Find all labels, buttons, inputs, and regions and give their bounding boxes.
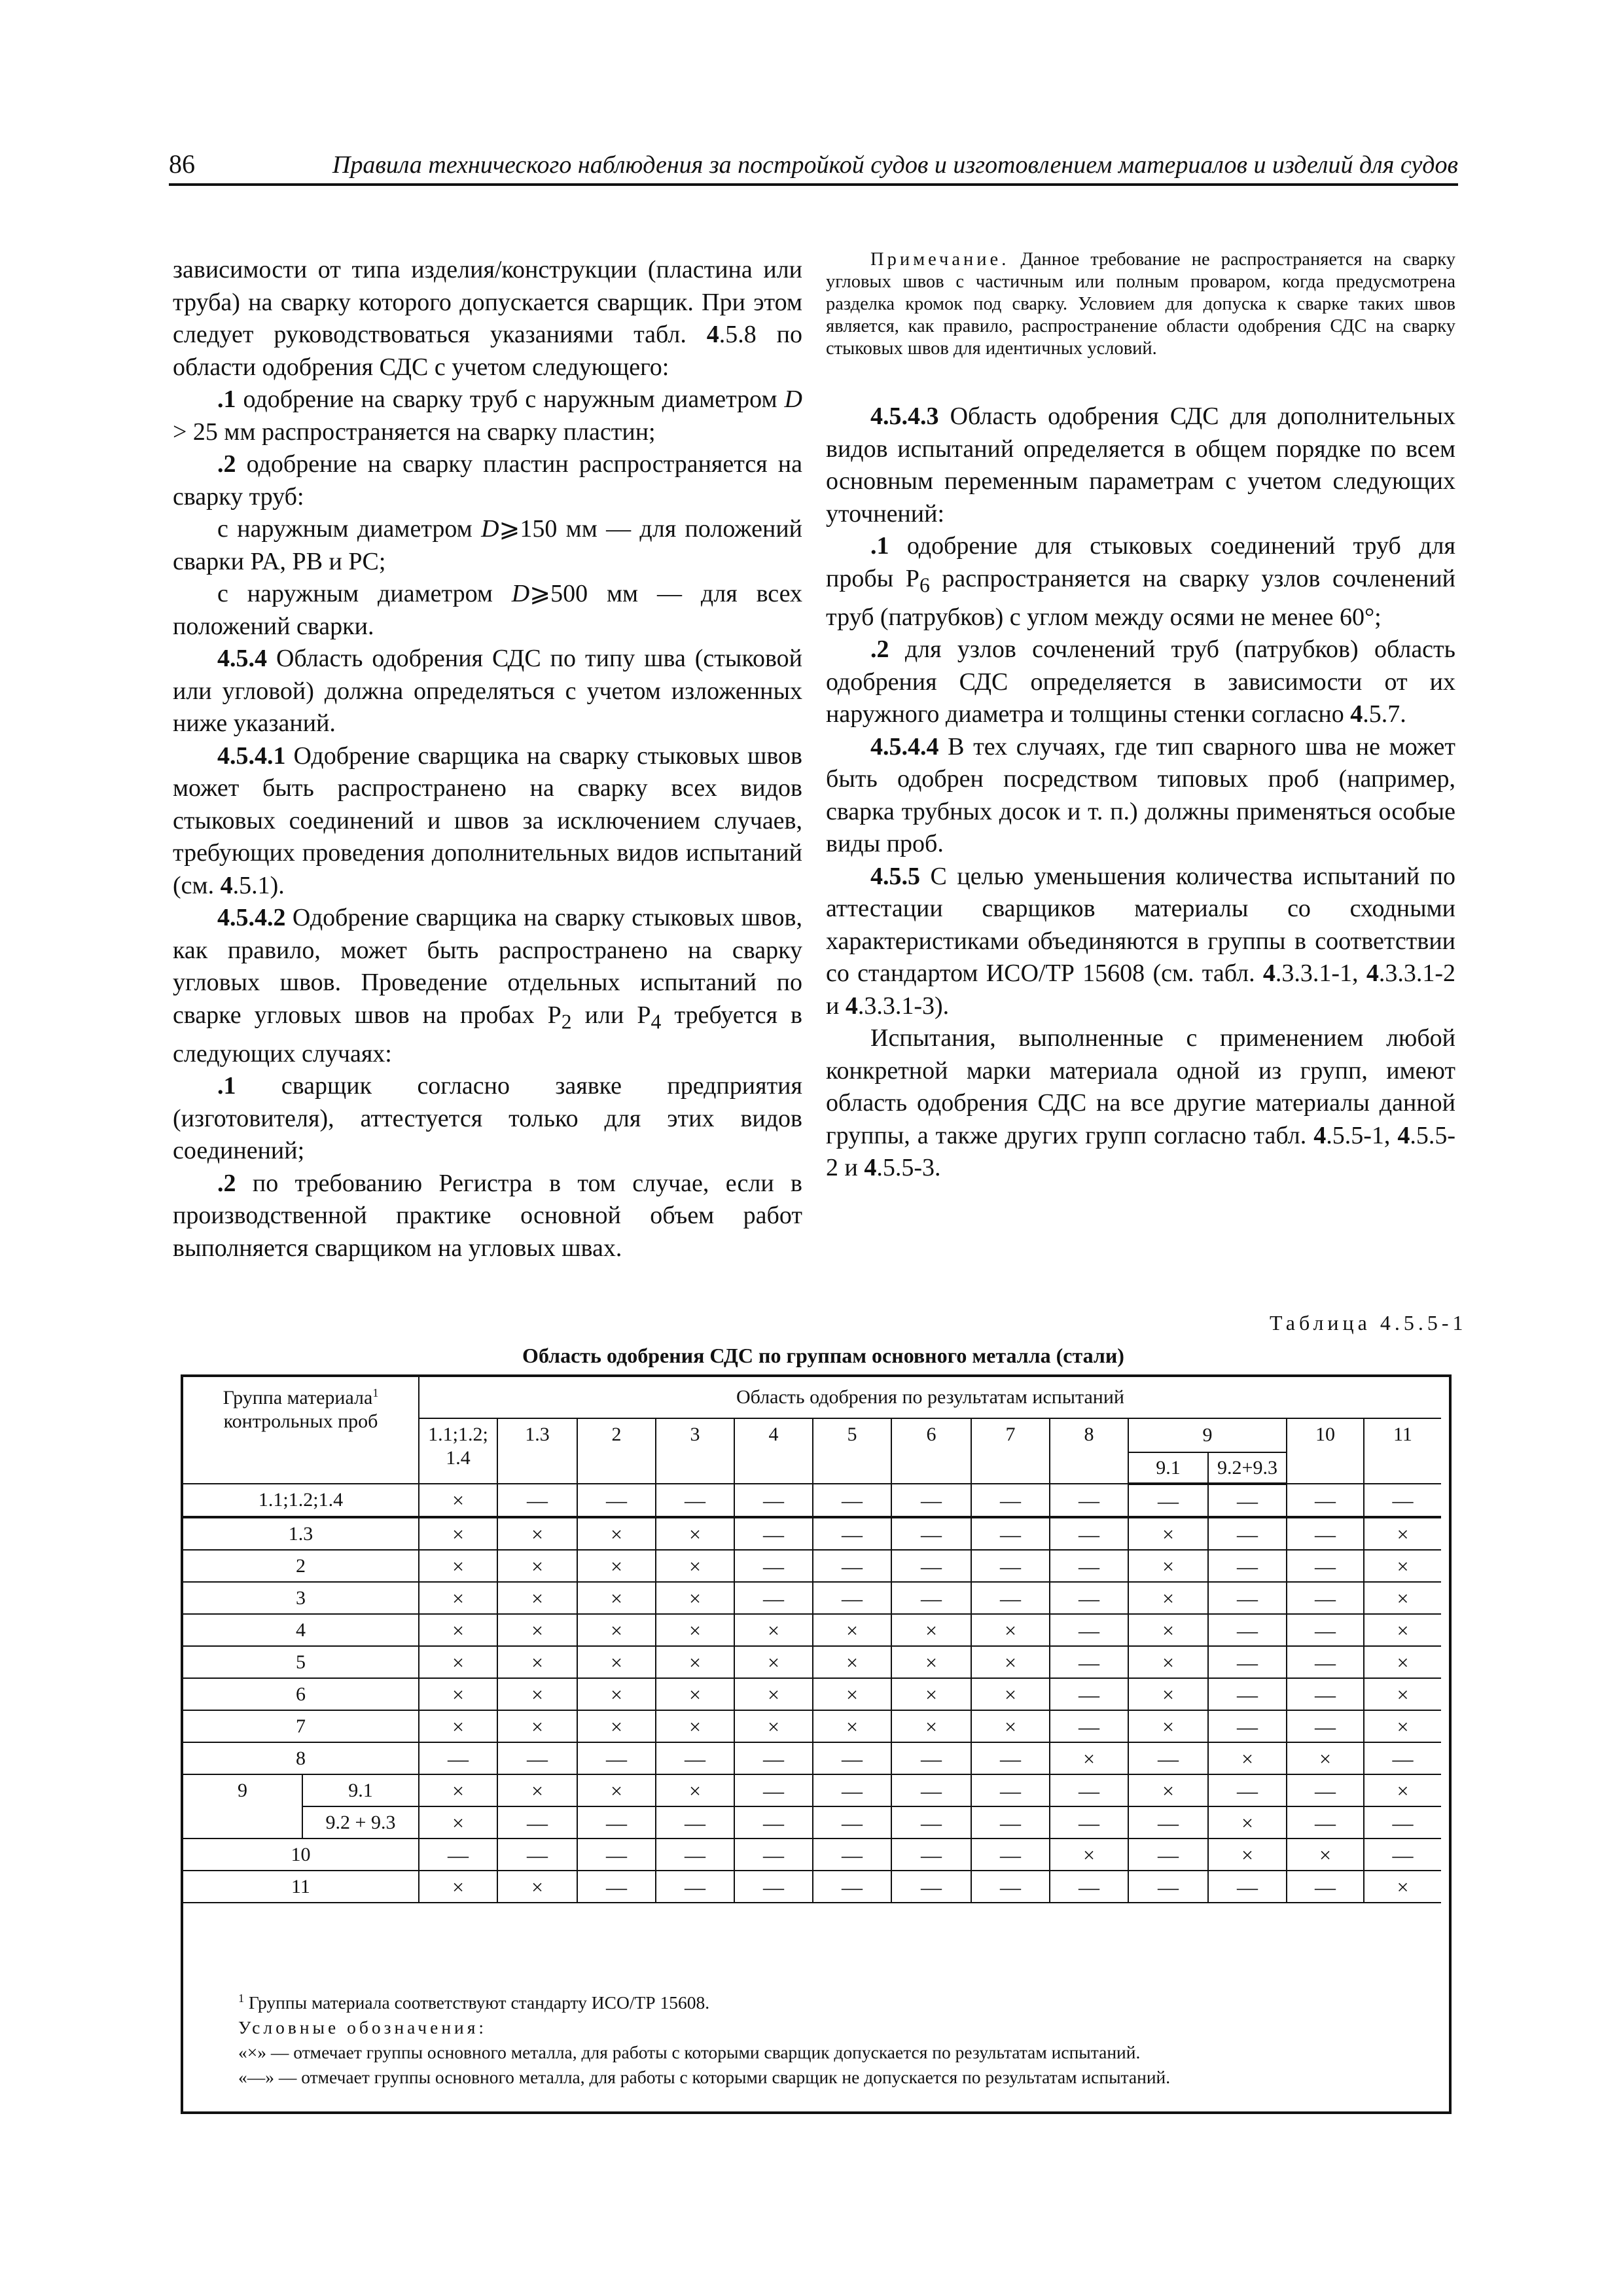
table-cell: × bbox=[497, 1678, 577, 1710]
table-cell: — bbox=[734, 1742, 813, 1774]
table-cell: — bbox=[1287, 1774, 1364, 1806]
table-cell: × bbox=[1208, 1839, 1287, 1871]
table-row bbox=[183, 1614, 1441, 1646]
table-cell: — bbox=[1208, 1614, 1287, 1646]
column-header: 3 bbox=[656, 1418, 734, 1484]
table-cell: × bbox=[971, 1678, 1050, 1710]
table-cell: — bbox=[1287, 1582, 1364, 1614]
table-cell: × bbox=[419, 1678, 497, 1710]
table-cell: × bbox=[577, 1710, 656, 1742]
column-header: 1.3 bbox=[497, 1418, 577, 1484]
section-4-5-4-2: 4.5.4.2 Одобрение сварщика на сварку стыковых швов, как правило, может быть распространено на сварку угловых швов. Проведение отдельных испытаний по сварке угловых швов на пробах $P_2$ или $P_4$ требуется в следующих случаях: bbox=[173, 904, 802, 1067]
table-cell: × bbox=[971, 1646, 1050, 1678]
approval-table bbox=[181, 1374, 1452, 2114]
table-cell: × bbox=[419, 1871, 497, 1903]
table-cell: × bbox=[1364, 1550, 1441, 1582]
table-row bbox=[183, 1484, 1441, 1517]
legend-dash: «—» — отмечает группы основного металла, для работы с которыми сварщик не допускается по результатам испытаний. bbox=[238, 2067, 1171, 2088]
legend-x: «×» — отмечает группы основного металла, для работы с которыми сварщик допускается по результатам испытаний. bbox=[238, 2042, 1141, 2063]
table-cell: — bbox=[1050, 1710, 1128, 1742]
table-cell: — bbox=[813, 1484, 891, 1517]
table-cell: × bbox=[656, 1678, 734, 1710]
table-cell: — bbox=[813, 1871, 891, 1903]
table-cell: × bbox=[1364, 1582, 1441, 1614]
table-cell: × bbox=[577, 1550, 656, 1582]
table-cell: — bbox=[813, 1550, 891, 1582]
table-cell: × bbox=[577, 1646, 656, 1678]
table-cell: × bbox=[577, 1517, 656, 1550]
table-header-row bbox=[183, 1377, 1441, 1418]
table-cell: — bbox=[577, 1871, 656, 1903]
table-cell: — bbox=[1050, 1517, 1128, 1550]
table-cell: — bbox=[971, 1484, 1050, 1517]
column-subheader: 9.1 bbox=[1128, 1452, 1208, 1484]
row-label: 9.1 bbox=[302, 1774, 419, 1806]
table-cell: — bbox=[1050, 1646, 1128, 1678]
table-cell: — bbox=[497, 1806, 577, 1839]
table-cell: × bbox=[497, 1614, 577, 1646]
column-subheader: 9.2+9.3 bbox=[1208, 1452, 1287, 1484]
table-cell: × bbox=[1208, 1742, 1287, 1774]
row-label: 1.1;1.2;1.4 bbox=[183, 1484, 419, 1517]
table-cell: — bbox=[1287, 1614, 1364, 1646]
list-item: .1 сварщик согласно заявке предприятия (изготовителя), аттестуется только для этих видов соединений; bbox=[173, 1072, 802, 1165]
table-cell: × bbox=[1128, 1517, 1208, 1550]
table-cell: — bbox=[1050, 1550, 1128, 1582]
table-cell: × bbox=[1208, 1806, 1287, 1839]
table-cell: — bbox=[1208, 1517, 1287, 1550]
table-cell: — bbox=[656, 1839, 734, 1871]
table-cell: — bbox=[891, 1582, 971, 1614]
column-header: 11 bbox=[1364, 1418, 1441, 1484]
table-cell: — bbox=[1208, 1484, 1287, 1517]
table-cell: × bbox=[577, 1678, 656, 1710]
table-cell: — bbox=[656, 1742, 734, 1774]
table-cell: — bbox=[1287, 1806, 1364, 1839]
table-cell: × bbox=[734, 1710, 813, 1742]
table-cell: — bbox=[1208, 1871, 1287, 1903]
column-header: 10 bbox=[1287, 1418, 1364, 1484]
table-cell: × bbox=[1128, 1678, 1208, 1710]
table-cell: — bbox=[1128, 1839, 1208, 1871]
table-cell: — bbox=[419, 1839, 497, 1871]
table-title: Область одобрения СДС по группам основного металла (стали) bbox=[522, 1344, 1124, 1367]
table-cell: × bbox=[1364, 1517, 1441, 1550]
table-cell: — bbox=[1287, 1678, 1364, 1710]
table-cell: × bbox=[419, 1517, 497, 1550]
table-cell: × bbox=[813, 1614, 891, 1646]
table-cell: × bbox=[656, 1582, 734, 1614]
table-cell: — bbox=[1050, 1871, 1128, 1903]
table-cell: — bbox=[1050, 1614, 1128, 1646]
table-cell: — bbox=[1287, 1646, 1364, 1678]
page-header bbox=[169, 145, 1458, 186]
table-cell: — bbox=[577, 1742, 656, 1774]
table-cell: — bbox=[971, 1742, 1050, 1774]
table-cell: — bbox=[1128, 1871, 1208, 1903]
table-caption: Таблица 4.5.5-1 bbox=[1270, 1311, 1467, 1335]
table-cell: — bbox=[891, 1871, 971, 1903]
table-row bbox=[183, 1839, 1441, 1871]
row-label: 3 bbox=[183, 1582, 419, 1614]
table-cell: — bbox=[734, 1517, 813, 1550]
table-cell: — bbox=[577, 1806, 656, 1839]
list-item: с наружным диаметром D⩾500 мм — для всех положений сварки. bbox=[173, 580, 802, 640]
table-cell: — bbox=[813, 1742, 891, 1774]
table-cell: — bbox=[1050, 1582, 1128, 1614]
table-cell: × bbox=[1050, 1742, 1128, 1774]
table-cell: — bbox=[1287, 1517, 1364, 1550]
table-row bbox=[183, 1710, 1441, 1742]
list-item: .2 по требованию Регистра в том случае, если в производственной практике основной объем работ выполняется сварщиком на угловых швах. bbox=[173, 1169, 802, 1262]
header-approval-scope: Область одобрения по результатам испытаний bbox=[419, 1377, 1441, 1418]
list-item: .2 для узлов сочленений труб (патрубков) область одобрения СДС определяется в зависимости от их наружного диаметра и толщины стенки согласно 4.5.7. bbox=[826, 636, 1455, 728]
table-cell: — bbox=[971, 1517, 1050, 1550]
table-cell: × bbox=[497, 1871, 577, 1903]
table-cell: — bbox=[734, 1550, 813, 1582]
table-cell: × bbox=[891, 1646, 971, 1678]
table-cell: × bbox=[1364, 1710, 1441, 1742]
table-cell: — bbox=[891, 1742, 971, 1774]
table-cell: — bbox=[971, 1806, 1050, 1839]
table-cell: — bbox=[891, 1806, 971, 1839]
table-cell: × bbox=[1128, 1550, 1208, 1582]
table-cell: — bbox=[734, 1839, 813, 1871]
row-label: 9.2 + 9.3 bbox=[302, 1806, 419, 1839]
right-column bbox=[826, 249, 1455, 1185]
table-cell: × bbox=[497, 1550, 577, 1582]
table-cell: × bbox=[497, 1582, 577, 1614]
table-row bbox=[183, 1742, 1441, 1774]
table-cell: × bbox=[1128, 1710, 1208, 1742]
legend-title: Условные обозначения: bbox=[238, 2017, 488, 2038]
row-label: 6 bbox=[183, 1678, 419, 1710]
table-row bbox=[183, 1646, 1441, 1678]
running-title: Правила технического наблюдения за постройкой судов и изготовлением материалов и изделий для судов bbox=[332, 151, 1458, 179]
table-cell: — bbox=[656, 1806, 734, 1839]
table-cell: — bbox=[1364, 1484, 1441, 1517]
table-cell: — bbox=[497, 1839, 577, 1871]
row-label: 7 bbox=[183, 1710, 419, 1742]
page-number: 86 bbox=[169, 149, 195, 179]
table-cell: — bbox=[1208, 1678, 1287, 1710]
section-4-5-4: 4.5.4 Область одобрения СДС по типу шва (стыковой или угловой) должна определяться с учетом изложенных ниже указаний. bbox=[173, 645, 802, 737]
table-cell: — bbox=[891, 1517, 971, 1550]
column-header: 1.1;1.2; 1.4 bbox=[419, 1418, 497, 1484]
table-cell: — bbox=[1050, 1484, 1128, 1517]
table-cell: — bbox=[971, 1774, 1050, 1806]
table-cell: — bbox=[1287, 1710, 1364, 1742]
table-cell: — bbox=[734, 1774, 813, 1806]
table-row bbox=[183, 1582, 1441, 1614]
table-cell: × bbox=[419, 1774, 497, 1806]
table-cell: × bbox=[891, 1710, 971, 1742]
table-cell: × bbox=[1364, 1871, 1441, 1903]
table-cell: — bbox=[1128, 1742, 1208, 1774]
table-cell: × bbox=[813, 1710, 891, 1742]
table-cell: — bbox=[497, 1742, 577, 1774]
table-row bbox=[183, 1678, 1441, 1710]
table-cell: × bbox=[891, 1678, 971, 1710]
table-cell: × bbox=[971, 1614, 1050, 1646]
column-header: 7 bbox=[971, 1418, 1050, 1484]
table-row bbox=[183, 1774, 1441, 1806]
table-cell: — bbox=[1208, 1710, 1287, 1742]
table-cell: — bbox=[971, 1871, 1050, 1903]
table-cell: — bbox=[656, 1484, 734, 1517]
table-cell: × bbox=[419, 1614, 497, 1646]
table-cell: × bbox=[1364, 1774, 1441, 1806]
table-cell: × bbox=[734, 1646, 813, 1678]
table-cell: — bbox=[656, 1871, 734, 1903]
paragraph: Испытания, выполненные с применением любой конкретной марки материала одной из групп, имеют область одобрения СДС на все другие материалы данной группы, а также других групп согласно табл. 4.5.5-1, 4.5.5-2 и 4.5.5-3. bbox=[826, 1024, 1456, 1182]
table-cell: × bbox=[1287, 1742, 1364, 1774]
row-group-label: 9 bbox=[183, 1774, 302, 1839]
left-column bbox=[173, 254, 802, 1265]
table-cell: × bbox=[1128, 1614, 1208, 1646]
header-material-group: Группа материала$^1$ контрольных проб bbox=[183, 1377, 419, 1484]
table-cell: — bbox=[1208, 1646, 1287, 1678]
table-cell: — bbox=[1128, 1806, 1208, 1839]
list-item: с наружным диаметром D⩾150 мм — для положений сварки PA, PB и PC; bbox=[173, 515, 802, 575]
table-cell: — bbox=[497, 1484, 577, 1517]
table-cell: — bbox=[1364, 1742, 1441, 1774]
table-cell: × bbox=[656, 1550, 734, 1582]
row-label: 1.3 bbox=[183, 1517, 419, 1550]
table-cell: — bbox=[813, 1774, 891, 1806]
column-header: 6 bbox=[891, 1418, 971, 1484]
table-row bbox=[183, 1806, 1441, 1839]
table-cell: — bbox=[813, 1517, 891, 1550]
table-cell: — bbox=[734, 1582, 813, 1614]
table-cell: — bbox=[891, 1484, 971, 1517]
table-cell: × bbox=[419, 1484, 497, 1517]
column-header: 4 bbox=[734, 1418, 813, 1484]
column-header: 9 bbox=[1128, 1418, 1287, 1452]
table-cell: × bbox=[419, 1710, 497, 1742]
table-row bbox=[183, 1517, 1441, 1550]
table-cell: × bbox=[971, 1710, 1050, 1742]
section-4-5-4-3: 4.5.4.3 Область одобрения СДС для дополнительных видов испытаний определяется в общем порядке по всем основным переменным параметрам с учетом следующих уточнений: bbox=[826, 403, 1455, 528]
table-cell: × bbox=[891, 1614, 971, 1646]
table-cell: × bbox=[497, 1646, 577, 1678]
table-cell: — bbox=[971, 1582, 1050, 1614]
table-cell: — bbox=[1208, 1582, 1287, 1614]
table-cell: — bbox=[1287, 1871, 1364, 1903]
row-label: 8 bbox=[183, 1742, 419, 1774]
row-label: 5 bbox=[183, 1646, 419, 1678]
table-cell: × bbox=[813, 1646, 891, 1678]
table-cell: × bbox=[1128, 1774, 1208, 1806]
section-4-5-4-4: 4.5.4.4 В тех случаях, где тип сварного шва не может быть одобрен посредством типовых проб (например, сварка трубных досок и т. п.) должны применяться особые виды проб. bbox=[826, 732, 1455, 858]
table-cell: × bbox=[656, 1517, 734, 1550]
table-cell: — bbox=[734, 1871, 813, 1903]
table-cell: × bbox=[1364, 1646, 1441, 1678]
table-cell: — bbox=[891, 1774, 971, 1806]
table-cell: × bbox=[813, 1678, 891, 1710]
table-cell: × bbox=[497, 1774, 577, 1806]
table-cell: × bbox=[577, 1774, 656, 1806]
table-cell: × bbox=[734, 1614, 813, 1646]
table-cell: × bbox=[497, 1517, 577, 1550]
paragraph: зависимости от типа изделия/конструкции (пластина или труба) на сварку которого допускается сварщик. При этом следует руководствоваться указаниями табл. 4.5.8 по области одобрения СДС с учетом следующего: bbox=[173, 256, 802, 381]
table-cell: — bbox=[891, 1550, 971, 1582]
table-cell: — bbox=[734, 1806, 813, 1839]
table-cell: × bbox=[497, 1710, 577, 1742]
table-cell: — bbox=[577, 1839, 656, 1871]
table-cell: × bbox=[656, 1614, 734, 1646]
list-item: .1 одобрение на сварку труб с наружным диаметром D > 25 мм распространяется на сварку пластин; bbox=[173, 386, 802, 446]
note: Примечание. Данное требование не распространяется на сварку угловых швов с частичным или полным проваром, когда предусмотрена разделка кромок под сварку. Условием для допуска к сварке таких швов является, как правило, распространение области одобрения СДС на сварку стыковых швов для идентичных условий. bbox=[826, 249, 1455, 359]
list-item: .2 одобрение на сварку пластин распространяется на сварку труб: bbox=[173, 450, 802, 511]
table-cell: — bbox=[971, 1550, 1050, 1582]
table-cell: × bbox=[419, 1550, 497, 1582]
table-cell: — bbox=[1050, 1774, 1128, 1806]
table-cell: — bbox=[813, 1839, 891, 1871]
table-footnotes bbox=[238, 1986, 1436, 2090]
section-4-5-5: 4.5.5 С целью уменьшения количества испытаний по аттестации сварщиков материалы со сходными характеристиками объединяются в группы в соответствии со стандартом ИСО/ТР 15608 (см. табл. 4.3.3.1-1, 4.3.3.1-2 и 4.3.3.1-3). bbox=[826, 862, 1455, 1020]
table-cell: × bbox=[577, 1582, 656, 1614]
column-header: 2 bbox=[577, 1418, 656, 1484]
table-cell: × bbox=[1128, 1582, 1208, 1614]
table-cell: × bbox=[1128, 1646, 1208, 1678]
table-cell: — bbox=[971, 1839, 1050, 1871]
table-cell: × bbox=[419, 1646, 497, 1678]
table-cell: — bbox=[1050, 1806, 1128, 1839]
table-cell: — bbox=[734, 1484, 813, 1517]
table-cell: × bbox=[1287, 1839, 1364, 1871]
table-cell: × bbox=[1364, 1678, 1441, 1710]
table-row bbox=[183, 1550, 1441, 1582]
table-cell: × bbox=[1364, 1614, 1441, 1646]
table-cell: × bbox=[419, 1806, 497, 1839]
table-cell: — bbox=[891, 1839, 971, 1871]
table-row bbox=[183, 1871, 1441, 1903]
table-cell: — bbox=[1050, 1678, 1128, 1710]
approval-grid bbox=[183, 1377, 1441, 1903]
table-cell: — bbox=[1364, 1839, 1441, 1871]
table-cell: × bbox=[419, 1582, 497, 1614]
table-cell: — bbox=[419, 1742, 497, 1774]
row-label: 11 bbox=[183, 1871, 419, 1903]
table-cell: — bbox=[1287, 1484, 1364, 1517]
table-cell: × bbox=[656, 1646, 734, 1678]
table-cell: — bbox=[813, 1582, 891, 1614]
table-cell: — bbox=[1208, 1774, 1287, 1806]
table-cell: — bbox=[577, 1484, 656, 1517]
table-cell: — bbox=[813, 1806, 891, 1839]
table-cell: × bbox=[1050, 1839, 1128, 1871]
footnote: $^1$ Группы материала соответствуют стандарту ИСО/ТР 15608. bbox=[238, 1992, 710, 2013]
section-4-5-4-1: 4.5.4.1 Одобрение сварщика на сварку стыковых швов может быть распространено на сварку всех видов стыковых соединений и швов за исключением случаев, требующих проведения дополнительных видов испытаний (см. 4.5.1). bbox=[173, 742, 802, 899]
table-cell: × bbox=[656, 1710, 734, 1742]
row-label: 4 bbox=[183, 1614, 419, 1646]
table-cell: — bbox=[1208, 1550, 1287, 1582]
table-cell: × bbox=[577, 1614, 656, 1646]
column-header: 5 bbox=[813, 1418, 891, 1484]
table-cell: — bbox=[1128, 1484, 1208, 1517]
column-header: 8 bbox=[1050, 1418, 1128, 1484]
row-label: 2 bbox=[183, 1550, 419, 1582]
table-cell: × bbox=[734, 1678, 813, 1710]
table-cell: — bbox=[1287, 1550, 1364, 1582]
table-cell: × bbox=[656, 1774, 734, 1806]
list-item: .1 одобрение для стыковых соединений труб для пробы $P_6$ распространяется на сварку узлов сочленений труб (патрубков) с углом между осями не менее 60°; bbox=[826, 532, 1455, 631]
row-label: 10 bbox=[183, 1839, 419, 1871]
table-cell: — bbox=[1364, 1806, 1441, 1839]
